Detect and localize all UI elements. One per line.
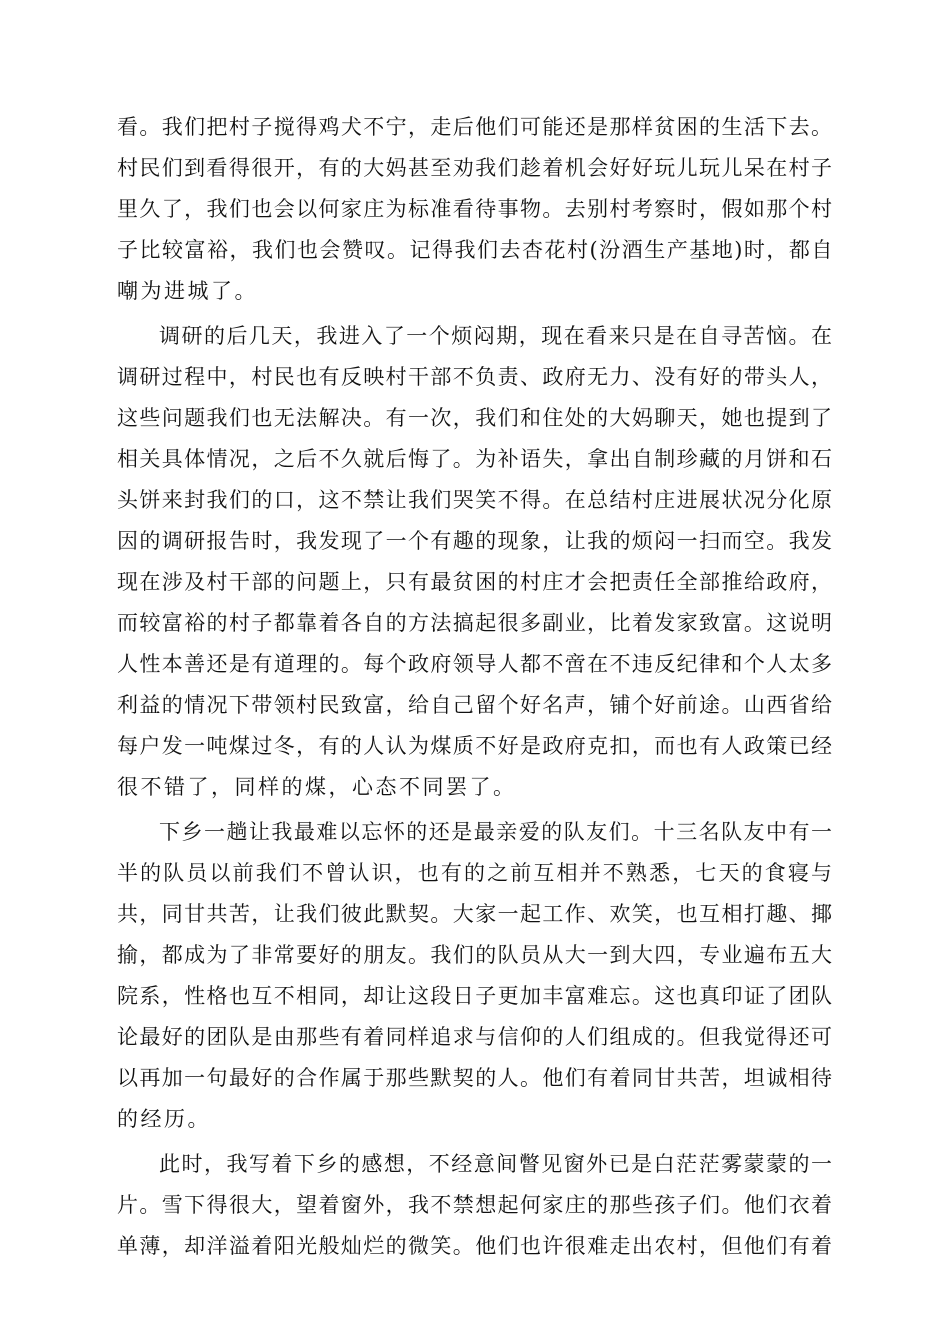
text-line: 每户发一吨煤过冬，有的人认为煤质不好是政府克扣，而也有人政策已经 bbox=[117, 734, 834, 758]
text-line: 头饼来封我们的口，这不禁让我们哭笑不得。在总结村庄进展状况分化原 bbox=[117, 488, 834, 512]
text-line: 揄，都成为了非常要好的朋友。我们的队员从大一到大四，专业遍布五大 bbox=[117, 943, 834, 967]
text-line: 单薄，却洋溢着阳光般灿烂的微笑。他们也许很难走出农村，但他们有着 bbox=[117, 1234, 834, 1258]
text-line: 里久了，我们也会以何家庄为标准看待事物。去别村考察时，假如那个村 bbox=[117, 197, 834, 221]
text-line: 子比较富裕，我们也会赞叹。记得我们去杏花村(汾酒生产基地)时，都自 bbox=[117, 238, 834, 262]
text-line: 看。我们把村子搅得鸡犬不宁，走后他们可能还是那样贫困的生活下去。 bbox=[117, 115, 834, 139]
text-line: 片。雪下得很大，望着窗外，我不禁想起何家庄的那些孩子们。他们衣着 bbox=[117, 1193, 834, 1217]
text-line: 院系，性格也互不相同，却让这段日子更加丰富难忘。这也真印证了团队 bbox=[117, 984, 834, 1008]
text-line: 人性本善还是有道理的。每个政府领导人都不啻在不违反纪律和个人太多 bbox=[117, 652, 834, 676]
text-line: 这些问题我们也无法解决。有一次，我们和住处的大妈聊天，她也提到了 bbox=[117, 406, 834, 430]
text-line: 嘲为进城了。 bbox=[117, 279, 258, 303]
text-line: 利益的情况下带领村民致富，给自己留个好名声，铺个好前途。山西省给 bbox=[117, 693, 834, 717]
text-line: 半的队员以前我们不曾认识，也有的之前互相并不熟悉，七天的食寝与 bbox=[117, 861, 835, 885]
text-line: 以再加一句最好的合作属于那些默契的人。他们有着同甘共苦，坦诚相待 bbox=[117, 1066, 834, 1090]
text-line: 调研过程中，村民也有反映村干部不负责、政府无力、没有好的带头人， bbox=[117, 365, 834, 389]
text-line: 此时，我写着下乡的感想，不经意间瞥见窗外已是白茫茫雾蒙蒙的一 bbox=[159, 1152, 834, 1176]
text-line: 论最好的团队是由那些有着同样追求与信仰的人们组成的。但我觉得还可 bbox=[117, 1025, 834, 1049]
text-line: 共，同甘共苦，让我们彼此默契。大家一起工作、欢笑，也互相打趣、揶 bbox=[117, 902, 834, 926]
text-line: 调研的后几天，我进入了一个烦闷期，现在看来只是在自寻苦恼。在 bbox=[159, 324, 834, 348]
text-line: 相关具体情况，之后不久就后悔了。为补语失，拿出自制珍藏的月饼和石 bbox=[117, 447, 834, 471]
text-line: 村民们到看得很开，有的大妈甚至劝我们趁着机会好好玩儿玩儿呆在村子 bbox=[117, 156, 834, 180]
text-line: 而较富裕的村子都靠着各自的方法搞起很多副业，比着发家致富。这说明 bbox=[117, 611, 834, 635]
text-line: 因的调研报告时，我发现了一个有趣的现象，让我的烦闷一扫而空。我发 bbox=[117, 529, 834, 553]
text-line: 现在涉及村干部的问题上，只有最贫困的村庄才会把责任全部推给政府， bbox=[117, 570, 834, 594]
text-line: 下乡一趟让我最难以忘怀的还是最亲爱的队友们。十三名队友中有一 bbox=[159, 820, 834, 844]
text-line: 的经历。 bbox=[117, 1107, 211, 1131]
text-line: 很不错了，同样的煤，心态不同罢了。 bbox=[117, 775, 517, 799]
